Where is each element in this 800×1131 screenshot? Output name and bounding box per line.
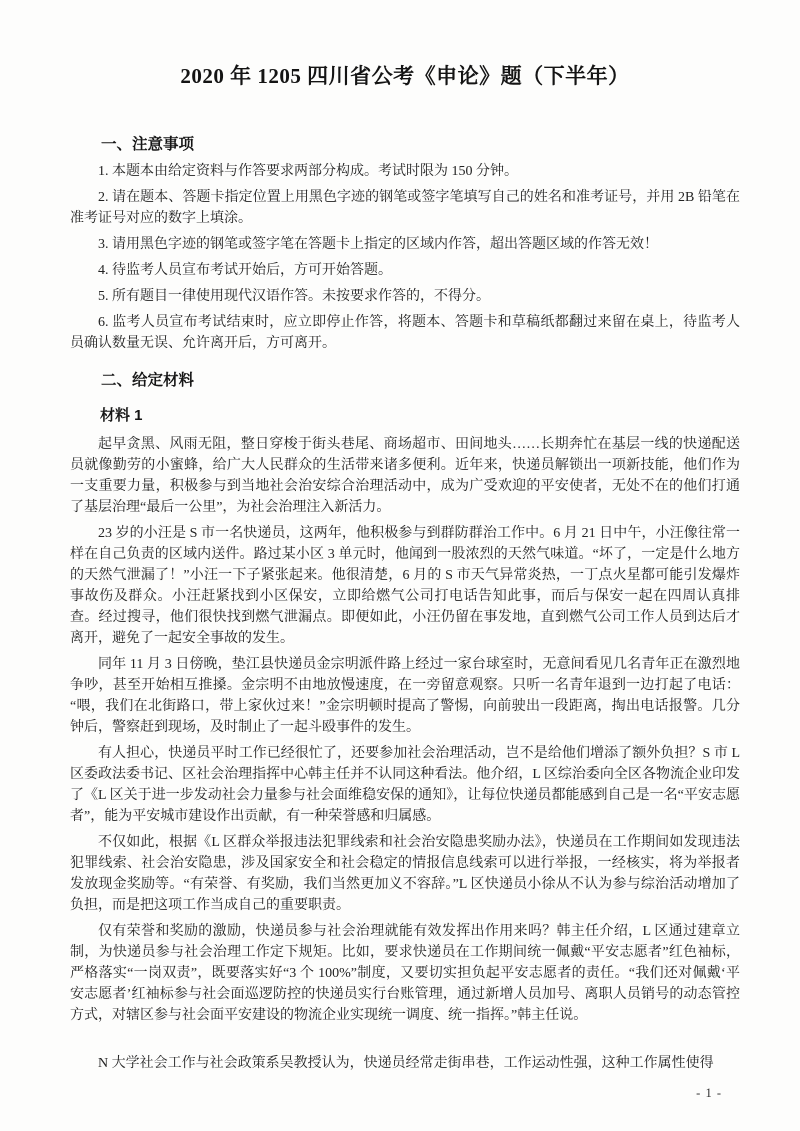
notice-section: [70, 132, 740, 354]
material-1-paragraph-3: 同年 11 月 3 日傍晚，垫江县快递员金宗明派件路上经过一家台球室时，无意间看见几名青年正在激烈地争吵，甚至开始相互推搡。金宗明不由地放慢速度，在一旁留意观察。只听一名青年退到一边打起了电话：“喂，我们在北街路口，带上家伙过来！”金宗明顿时提高了警惕，向前驶出一段距离，掏出电话报警。几分钟后，警察赶到现场，及时制止了一起斗殴事件的发生。: [70, 657, 740, 735]
material-1-paragraph-7: N 大学社会工作与社会政策系吴教授认为，快递员经常走街串巷，工作运动性强，这种工作属性使得: [98, 1056, 714, 1071]
notice-item-5: 5. 所有题目一律使用现代汉语作答。未按要求作答的，不得分。: [98, 289, 490, 304]
materials-section: [70, 368, 740, 1074]
notice-item-1: 1. 本题本由给定资料与作答要求两部分构成。考试时限为 150 分钟。: [98, 164, 518, 179]
material-1-paragraph-6: 仅有荣誉和奖励的激励，快递员参与社会治理就能有效发挥出作用来吗？韩主任介绍，L 区通过建章立制，为快递员参与社会治理工作定下规矩。比如，要求快递员在工作期间统一佩戴“平安志愿者”红色袖标，严格落实“一岗双责”，既要落实好“3 个 100%”制度，又要切实担负起平安志愿者的责任。“我们还对佩戴‘平安志愿者’红袖标参与社会面巡逻防控的快递员实行台账管理，通过新增人员加号、离职人员销号的动态管控方式，对辖区参与社会面平安建设的物流企业实现统一调度、统一指挥。”韩主任说。: [70, 924, 740, 1023]
notice-heading: 一、注意事项: [101, 136, 195, 153]
notice-item-2: 2. 请在题本、答题卡指定位置上用黑色字迹的钢笔或签字笔填写自己的姓名和准考证号，并用 2B 铅笔在准考证号对应的数字上填涂。: [70, 190, 740, 226]
material-1-paragraph-2: 23 岁的小汪是 S 市一名快递员，这两年，他积极参与到群防群治工作中。6 月 21 日中午，小汪像往常一样在自己负责的区域内送件。路过某小区 3 单元时，他闻到一股浓烈的天然气味道。“坏了，一定是什么地方的天然气泄漏了！”小汪一下子紧张起来。他很清楚，6 月的 S 市天气异常炎热，一丁点火星都可能引发爆炸事故伤及群众。小汪赶紧找到小区保安，立即给燃气公司打电话告知此事，而后与保安一起在四周认真排查。经过搜寻，他们很快找到燃气泄漏点。即便如此，小汪仍留在事发地，直到燃气公司工作人员到达后才离开，避免了一起安全事故的发生。: [70, 526, 740, 646]
notice-item-6: 6. 监考人员宣布考试结束时，应立即停止作答，将题本、答题卡和草稿纸都翻过来留在桌上，待监考人员确认数量无误、允许离开后，方可离开。: [70, 315, 740, 351]
material-1-paragraph-4: 有人担心，快递员平时工作已经很忙了，还要参加社会治理活动，岂不是给他们增添了额外负担？S 市 L 区委政法委书记、区社会治理指挥中心韩主任并不认同这种看法。他介绍，L 区综治委向全区各物流企业印发了《L 区关于进一步发动社会力量参与社会面维稳安保的通知》，让每位快递员都能感到自己是一名“平安志愿者”，能为平安城市建设作出贡献，有一种荣誉感和归属感。: [70, 746, 740, 824]
notice-item-3: 3. 请用黑色字迹的钢笔或签字笔在答题卡上指定的区域内作答，超出答题区域的作答无效！: [98, 237, 658, 252]
notice-item-4: 4. 待监考人员宣布考试开始后，方可开始答题。: [98, 263, 392, 278]
material-1-paragraph-5: 不仅如此，根据《L 区群众举报违法犯罪线索和社会治安隐患奖励办法》，快递员在工作期间如发现违法犯罪线索、社会治安隐患，涉及国家安全和社会稳定的情报信息线索可以进行举报，一经核实，将为举报者发放现金奖励等。“有荣誉、有奖励，我们当然更加义不容辞。”L 区快递员小徐从不认为参与综治活动增加了负担，而是把这项工作当成自己的重要职责。: [70, 835, 740, 913]
material-1-paragraph-1: 起早贪黑、风雨无阻，整日穿梭于街头巷尾、商场超市、田间地头……长期奔忙在基层一线的快递配送员就像勤劳的小蜜蜂，给广大人民群众的生活带来诸多便利。近年来，快递员解锁出一项新技能，他们作为一支重要力量，积极参与到当地社会治安综合治理活动中，成为广受欢迎的平安使者，无处不在的他们打通了基层治理“最后一公里”，为社会治理注入新活力。: [70, 437, 740, 515]
material-1-heading: 材料 1: [100, 407, 143, 424]
page-title: 2020 年 1205 四川省公考《申论》题（下半年）: [180, 64, 630, 88]
materials-heading: 二、给定材料: [101, 372, 195, 389]
page-number: - 1 -: [696, 1086, 722, 1100]
